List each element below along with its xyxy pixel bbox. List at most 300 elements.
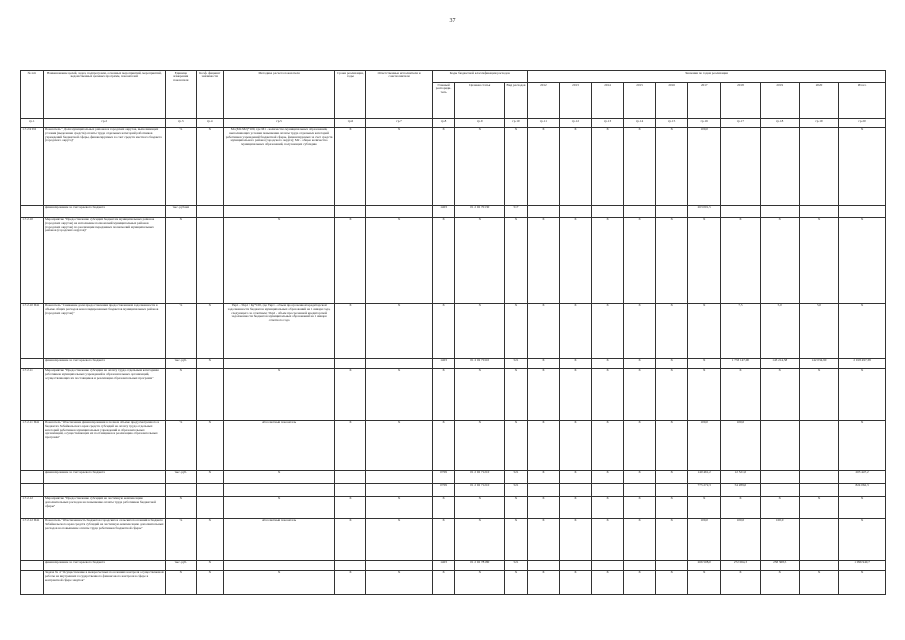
header-name: Наименование целей, задач, подпрограмм, основных мероприятий, мероприятий, ведомственных целевых программ, показателей <box>43 71 165 119</box>
table-cell: Х <box>760 570 799 594</box>
table-cell: Х <box>335 570 366 594</box>
table-cell: 0709 <box>432 483 455 496</box>
table-row <box>21 560 886 570</box>
table-cell: Х <box>559 518 591 560</box>
table-cell: Х <box>656 368 688 420</box>
table-cell: тыс. руб. <box>165 358 196 368</box>
table-cell: Х <box>688 570 721 594</box>
table-cell: Х <box>335 496 366 518</box>
table-cell: 272 064,3 <box>721 560 760 570</box>
table-cell: Х <box>721 496 760 518</box>
table-cell: Х <box>624 470 656 483</box>
header-total: Итого <box>839 83 886 119</box>
row-number <box>21 470 44 483</box>
table-cell: Х <box>527 470 559 483</box>
table-cell: Х <box>505 420 528 470</box>
table-cell <box>624 560 656 570</box>
table-cell: Х <box>366 127 432 205</box>
column-number: гр.5 <box>223 119 335 128</box>
table-cell: Абсолютный показатель <box>223 420 335 470</box>
table-cell: Х <box>688 217 721 303</box>
table-cell: 517 <box>505 205 528 217</box>
table-cell <box>624 483 656 496</box>
table-cell: Х <box>335 518 366 560</box>
row-number: 1.7.2.10 П41 <box>21 303 44 358</box>
table-cell: Х <box>624 358 656 368</box>
table-cell: Х <box>624 217 656 303</box>
column-number: гр.8 <box>432 119 455 128</box>
table-cell: Х <box>527 303 559 358</box>
table-cell: 100,0 <box>688 518 721 560</box>
table-cell: Х <box>196 127 223 205</box>
table-cell: 521 <box>505 483 528 496</box>
table-cell: 01 2 02 78180 <box>455 560 505 570</box>
header-main-manager: Главный распоряди-тель <box>432 83 455 119</box>
table-cell: Х <box>624 368 656 420</box>
table-cell <box>223 205 335 217</box>
table-cell: 100,0 <box>688 420 721 470</box>
row-number: 1.7.2.12 <box>21 496 44 518</box>
table-cell: Х <box>760 368 799 420</box>
table-cell: Х <box>592 217 624 303</box>
table-cell <box>196 368 223 420</box>
table-cell: Х <box>592 496 624 518</box>
table-cell: Х <box>799 570 838 594</box>
table-cell: Х <box>624 420 656 470</box>
header-year: 2015 <box>624 83 656 119</box>
header-year: 2018 <box>721 83 760 119</box>
table-cell: Х <box>799 217 838 303</box>
table-row <box>21 217 886 303</box>
column-number: гр.12 <box>559 119 591 128</box>
table-cell: Х <box>656 358 688 368</box>
row-name: Задача № 4 "Осуществление в межрасчетных поселениях контроля осуществляемой работы на внутренних государственного финансового контроля в сфере в контрактной сфере закупок" <box>43 570 165 594</box>
table-cell: 775 272,3 <box>688 483 721 496</box>
table-cell: Х <box>839 570 886 594</box>
table-cell: 0709 <box>432 470 455 483</box>
table-cell: 100,0 <box>688 127 721 205</box>
table-cell: % <box>165 420 196 470</box>
column-number: гр.20 <box>839 119 886 128</box>
table-cell: 01 2 02 71210 <box>455 483 505 496</box>
table-cell: Х <box>455 570 505 594</box>
table-cell <box>799 127 838 205</box>
table-cell: Х <box>592 470 624 483</box>
table-cell: Х <box>505 368 528 420</box>
table-cell: Х <box>559 496 591 518</box>
row-name: финансирование за счет краевого бюджета <box>43 470 165 483</box>
row-number: 1.7.2.9 П2 <box>21 127 44 205</box>
table-cell <box>760 205 799 217</box>
table-cell: Абсолютный показатель <box>223 518 335 560</box>
table-cell: Х <box>839 518 886 560</box>
table-cell <box>223 358 335 368</box>
table-cell: 01 2 02 70130 <box>455 205 505 217</box>
table-cell: Х <box>455 127 505 205</box>
table-cell <box>559 560 591 570</box>
table-cell: Х <box>624 303 656 358</box>
row-name: Показатель " Доля муниципальных районов и городских округов, выполняющих условия (выделение средств) оплаты труда отдельных категорий работников учреждений бюджетной сферы, финансируемых за счет средств местного бюджета (городского округа)" <box>43 127 165 205</box>
table-cell: 266 508,0 <box>688 560 721 570</box>
table-cell: Х <box>366 368 432 420</box>
table-row <box>21 368 886 420</box>
table-cell: Х <box>559 127 591 205</box>
table-cell: 2 018 497,38 <box>839 358 886 368</box>
table-cell: 1 733 147,00 <box>721 358 760 368</box>
table-cell: 1403 <box>432 358 455 368</box>
header-responsible: Ответственные исполнители и соисполнители <box>366 71 432 119</box>
table-cell: Х <box>760 496 799 518</box>
table-cell <box>799 560 838 570</box>
table-cell: 521 <box>505 358 528 368</box>
column-number: гр.3 <box>165 119 196 128</box>
table-cell <box>335 358 366 368</box>
table-cell: Х <box>432 570 455 594</box>
table-cell: Х <box>592 303 624 358</box>
table-cell: % <box>165 303 196 358</box>
table-cell: 12 521,0 <box>721 470 760 483</box>
table-cell: Х <box>366 217 432 303</box>
table-cell: Х <box>432 420 455 470</box>
table-cell: 54 289,0 <box>721 483 760 496</box>
table-cell: Х <box>624 496 656 518</box>
table-cell: 100,0 <box>760 518 799 560</box>
table-cell <box>196 205 223 217</box>
table-cell <box>196 483 223 496</box>
table-cell <box>366 560 432 570</box>
row-name: Показатель "Обеспеченность бюджетов городских и сельских поселений в бюджете Забайкальского края средств субсидий на частичную компенсацию дополнительных расходов на повышение оплаты труда работников бюджетной сферы" <box>43 518 165 560</box>
table-cell: 100,0 <box>721 518 760 560</box>
table-cell: Х <box>799 368 838 420</box>
column-number: гр.14 <box>624 119 656 128</box>
table-cell <box>335 205 366 217</box>
table-cell: Х <box>196 358 223 368</box>
table-cell: Х <box>688 496 721 518</box>
table-cell: Х <box>624 518 656 560</box>
table-cell: 100,0 <box>721 420 760 470</box>
table-cell: Х <box>839 127 886 205</box>
table-row <box>21 496 886 518</box>
header-kbk: Коды бюджетной классификации расходов <box>432 71 527 83</box>
table-cell: 5,0 <box>799 303 838 358</box>
column-number: гр.10 <box>505 119 528 128</box>
table-cell: Х <box>505 217 528 303</box>
table-cell: Х <box>559 303 591 358</box>
column-number: гр.6 <box>335 119 366 128</box>
table-cell: Х <box>196 420 223 470</box>
table-row <box>21 205 886 217</box>
column-number: гр.2 <box>43 119 165 128</box>
table-cell: Х <box>559 420 591 470</box>
column-number: гр.18 <box>760 119 799 128</box>
table-cell <box>656 483 688 496</box>
table-cell: Х <box>527 358 559 368</box>
table-row <box>21 570 886 594</box>
table-cell <box>760 127 799 205</box>
table-cell: Х <box>839 496 886 518</box>
table-cell: Х <box>165 570 196 594</box>
table-cell <box>335 470 366 483</box>
table-row <box>21 358 886 368</box>
table-cell: 521 <box>505 470 528 483</box>
table-cell: 01 2 02 71210 <box>455 470 505 483</box>
table-cell: Х <box>527 217 559 303</box>
row-name <box>43 483 165 496</box>
table-cell: Х <box>366 303 432 358</box>
table-cell: Х <box>688 303 721 358</box>
table-cell: Х <box>455 303 505 358</box>
table-cell: Х <box>656 470 688 483</box>
table-cell <box>760 420 799 470</box>
table-cell: Х <box>505 570 528 594</box>
header-coef: Коэф. фициент значимости <box>196 71 223 119</box>
table-cell <box>527 205 559 217</box>
table-cell: 142 034,90 <box>799 358 838 368</box>
header-year: 2020 <box>799 83 838 119</box>
header-year: 2017 <box>688 83 721 119</box>
table-cell: Х <box>455 420 505 470</box>
row-name: Мероприятие "Предоставление субсидии на оплату труда отдельным категориям работников муниципальных учреждений и образовательных организаций, осуществляющих их поставщиков и реализации образовательных программ" <box>43 368 165 420</box>
table-cell: 203 447,2 <box>839 470 886 483</box>
table-cell <box>799 483 838 496</box>
table-cell: Х <box>656 496 688 518</box>
table-cell <box>335 483 366 496</box>
table-cell: Х <box>335 420 366 470</box>
table-cell: Х <box>196 560 223 570</box>
table-cell: Х <box>366 420 432 470</box>
table-cell: Х <box>366 496 432 518</box>
table-cell: 258 368,5 <box>760 560 799 570</box>
table-cell: Х <box>656 217 688 303</box>
table-cell <box>527 483 559 496</box>
table-cell: 1403 <box>432 205 455 217</box>
table-cell: Х <box>592 518 624 560</box>
column-number: гр.15 <box>656 119 688 128</box>
header-year: 2019 <box>760 83 799 119</box>
row-number: 1.7.2.10 <box>21 217 44 303</box>
table-cell <box>799 518 838 560</box>
table-row <box>21 483 886 496</box>
column-number: гр.13 <box>592 119 624 128</box>
table-cell <box>760 483 799 496</box>
table-cell: 1403 <box>432 560 455 570</box>
table-cell: Х <box>656 570 688 594</box>
table-cell: 5,0 <box>760 303 799 358</box>
table-cell: Х <box>799 496 838 518</box>
table-cell: Х <box>432 217 455 303</box>
table-cell: Х <box>527 420 559 470</box>
table-cell: 143 214,58 <box>760 358 799 368</box>
table-cell <box>335 560 366 570</box>
column-number: гр.11 <box>527 119 559 128</box>
table-cell <box>366 205 432 217</box>
table-cell <box>223 483 335 496</box>
table-cell: Х <box>527 570 559 594</box>
table-cell <box>656 560 688 570</box>
table-cell: Х <box>721 217 760 303</box>
header-year: 2012 <box>527 83 559 119</box>
table-cell: Х <box>165 368 196 420</box>
program-indicators-table <box>20 70 886 595</box>
row-name: Мероприятие "Предоставление субсидий на частичную компенсацию дополнительных расходов на повышение оплаты труда работников бюджетной сферы" <box>43 496 165 518</box>
table-cell: Х <box>592 358 624 368</box>
table-cell: тыс. рублей <box>165 205 196 217</box>
table-cell <box>721 205 760 217</box>
table-cell <box>799 470 838 483</box>
table-cell: Х <box>656 420 688 470</box>
row-number: 1.7.2.11 П41 <box>21 420 44 470</box>
table-cell <box>624 205 656 217</box>
column-number: гр.4 <box>196 119 223 128</box>
table-cell <box>839 205 886 217</box>
row-number: 1.7.2.12 П41 <box>21 518 44 560</box>
table-cell: 140 461,2 <box>688 470 721 483</box>
table-cell <box>559 483 591 496</box>
row-number <box>21 570 44 594</box>
table-cell: Х <box>721 368 760 420</box>
table-cell: Х <box>196 303 223 358</box>
table-row <box>21 127 886 205</box>
table-cell: Х <box>839 303 886 358</box>
row-number <box>21 560 44 570</box>
header-year: 2014 <box>592 83 624 119</box>
table-cell: Х <box>196 470 223 483</box>
table-cell: Х <box>559 358 591 368</box>
table-cell: Х <box>432 127 455 205</box>
column-number: гр.1 <box>21 119 44 128</box>
table-cell: Х <box>223 470 335 483</box>
table-cell: Х <box>839 420 886 470</box>
table-cell: Х <box>432 496 455 518</box>
row-name: финансирование за счет краевого бюджета <box>43 205 165 217</box>
column-number: гр.7 <box>366 119 432 128</box>
table-cell: Х <box>559 570 591 594</box>
table-cell <box>592 205 624 217</box>
table-cell <box>592 483 624 496</box>
table-cell <box>527 560 559 570</box>
table-cell: Х <box>592 127 624 205</box>
table-cell <box>799 205 838 217</box>
table-cell <box>656 205 688 217</box>
table-cell: Х <box>223 368 335 420</box>
table-cell: Х <box>432 303 455 358</box>
header-term: Сроки реализации, годы <box>335 71 366 119</box>
table-cell: Х <box>366 570 432 594</box>
row-number <box>21 205 44 217</box>
table-cell: тыс. руб. <box>165 470 196 483</box>
table-cell: Х <box>455 217 505 303</box>
table-cell: Х <box>165 496 196 518</box>
table-cell <box>366 358 432 368</box>
header-year: 2013 <box>559 83 591 119</box>
table-cell <box>366 483 432 496</box>
column-number: гр.9 <box>455 119 505 128</box>
table-row <box>21 303 886 358</box>
table-cell: Х <box>688 368 721 420</box>
row-number <box>21 358 44 368</box>
table-cell: Х <box>505 496 528 518</box>
row-number: 1.7.2.11 <box>21 368 44 420</box>
table-cell: % <box>165 127 196 205</box>
row-name: финансирование за счет краевого бюджета <box>43 560 165 570</box>
table-cell: Х <box>624 570 656 594</box>
table-cell: Х <box>223 570 335 594</box>
table-cell: М=(М1/М2)*100, где М1 - количество муниципальных образований, выполняющих условия повышения оплаты труда отдельных категорий работников учреждений бюджетной сферы, финансируемых за счет средств муниципального района (городского округа); М2 - общее количество муниципальных образований, получающих субсидию <box>223 127 335 205</box>
column-number: гр.16 <box>688 119 721 128</box>
table-cell: тыс. руб. <box>165 560 196 570</box>
table-cell: Х <box>335 217 366 303</box>
table-cell: 1 096 940,7 <box>839 560 886 570</box>
table-cell: Х <box>335 127 366 205</box>
header-method: Методика расчета показателя <box>223 71 335 119</box>
table-cell: Х <box>656 127 688 205</box>
table-cell: Укр1 - Укр1 / Ку*100, где Укр1 - объем просроченной кредиторской задолженности бюджетов муниципальных образований на 1 января года, следующего за отчетным; Укр2 - объем просроченной кредиторской задолженности бюджетов муниципальных образований на 1 января отчетного года <box>223 303 335 358</box>
table-cell: Х <box>592 420 624 470</box>
header-article: Целевая статья <box>455 83 505 119</box>
page-number: 37 <box>449 18 456 24</box>
table-cell: Х <box>527 496 559 518</box>
row-name: Мероприятие "Предоставление субсидий бюджетам муниципальных районов (городских округов) на исполнение полномочий муниципальных районов (городских округов) по реализации переданных полномочий муниципальных районов (городских округов)" <box>43 217 165 303</box>
header-year: 2016 <box>656 83 688 119</box>
table-cell: 824 062,3 <box>839 483 886 496</box>
table-cell <box>799 420 838 470</box>
table-cell: Х <box>527 368 559 420</box>
table-cell <box>559 205 591 217</box>
table-cell: Х <box>335 303 366 358</box>
table-cell: Х <box>432 368 455 420</box>
table-cell: Х <box>223 217 335 303</box>
table-cell: Х <box>505 518 528 560</box>
table-cell: Х <box>839 217 886 303</box>
table-cell: Х <box>432 518 455 560</box>
table-cell: Х <box>721 570 760 594</box>
table-cell <box>760 470 799 483</box>
header-num: № п/п <box>21 71 44 119</box>
header-unit: Единица измерения показателя <box>165 71 196 119</box>
table-cell: Х <box>165 217 196 303</box>
table-cell: Х <box>366 518 432 560</box>
table-cell: Х <box>455 368 505 420</box>
table-cell <box>366 470 432 483</box>
table-cell <box>165 483 196 496</box>
table-cell: Х <box>335 368 366 420</box>
table-cell: Х <box>592 368 624 420</box>
table-cell: Х <box>656 303 688 358</box>
table-cell: Х <box>624 127 656 205</box>
row-number <box>21 483 44 496</box>
table-cell: Х <box>505 303 528 358</box>
table-cell: Х <box>527 127 559 205</box>
table-cell: Х <box>455 518 505 560</box>
table-cell: Х <box>505 127 528 205</box>
table-cell: % <box>165 518 196 560</box>
table-row <box>21 420 886 470</box>
table-cell: Х <box>760 217 799 303</box>
table-cell: Х <box>839 368 886 420</box>
table-cell <box>223 560 335 570</box>
table-cell: Х <box>196 518 223 560</box>
table-cell: 7,5 <box>721 303 760 358</box>
table-row <box>21 518 886 560</box>
table-cell: Х <box>559 470 591 483</box>
header-exp-type: Вид расходов <box>505 83 528 119</box>
table-cell <box>721 127 760 205</box>
table-cell: Х <box>196 570 223 594</box>
table-cell: 01 2 02 70110 <box>455 358 505 368</box>
table-cell: Х <box>455 496 505 518</box>
table-cell: Х <box>656 518 688 560</box>
table-cell: Х <box>223 496 335 518</box>
